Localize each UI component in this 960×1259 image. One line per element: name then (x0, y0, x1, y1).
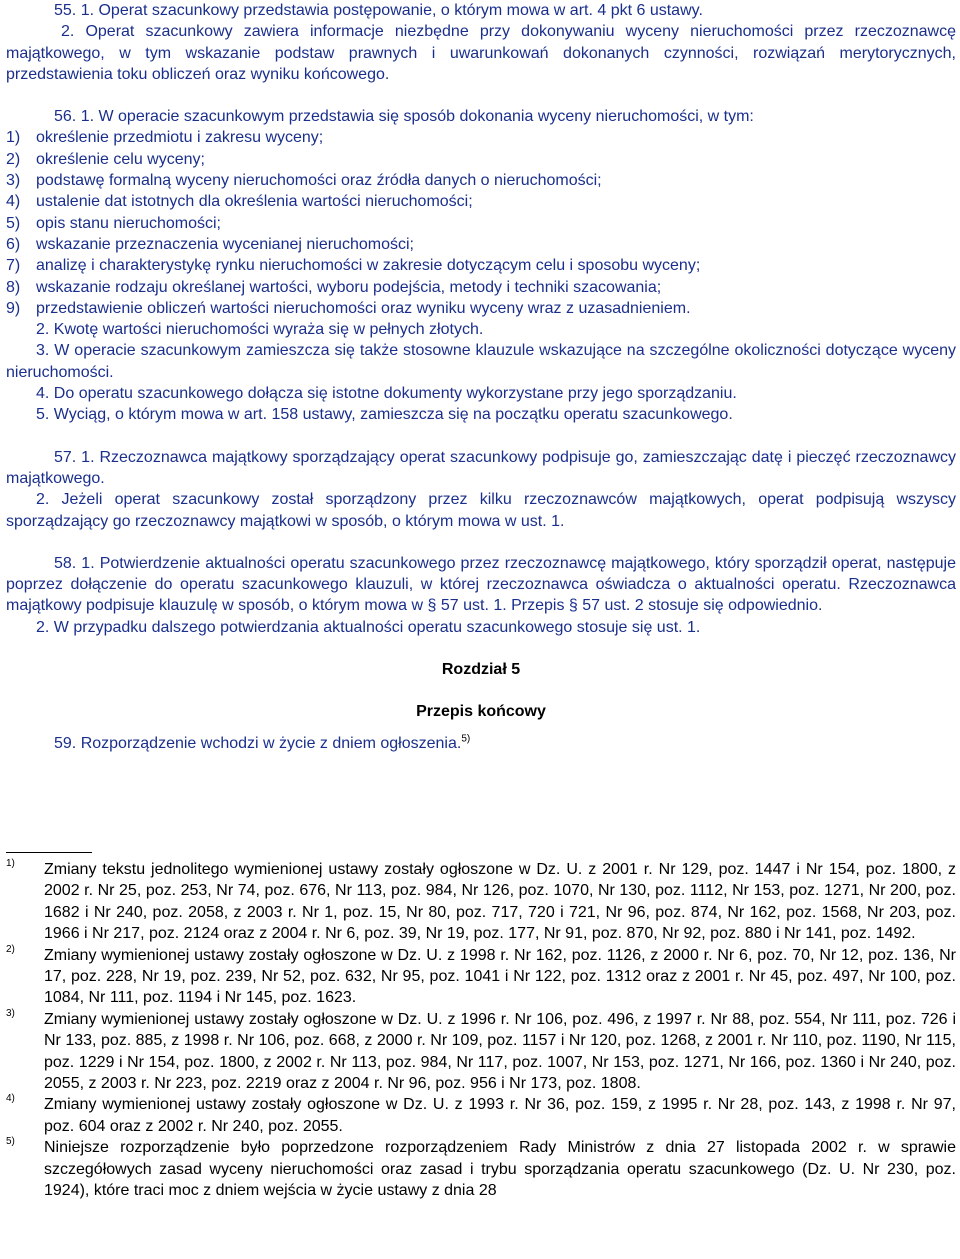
paragraph-56-3: 3. W operacie szacunkowym zamieszcza się także stosowne klauzule wskazujące na szczególne okoliczności dotyczące wyceny nieruchomości. (6, 342, 956, 381)
footnote-5 (6, 1137, 956, 1201)
footnote-1 (6, 859, 956, 945)
footnote-mark: 1) (6, 858, 15, 869)
paragraph-56-list (6, 127, 956, 319)
paragraph-57-1: 57. 1. Rzeczoznawca majątkowy sporządzający operat szacunkowy podpisuje go, zamieszczając datę i pieczęć rzeczoznawcy majątkowego. (6, 448, 956, 487)
footnote-text: Zmiany wymienionej ustawy zostały ogłoszone w Dz. U. z 1996 r. Nr 106, poz. 496, z 1997 r. Nr 88, poz. 554, Nr 111, poz. 726 i Nr 133, poz. 885, z 1998 r. Nr 106, poz. 668, z 2000 r. Nr 109, poz. 1157 i Nr 120, poz. 1268, z 2001 r. Nr 110, poz. 1190, Nr 115, poz. 1229 i Nr 154, poz. 1800, z 2002 r. Nr 113, poz. 984, Nr 117, poz. 1007, Nr 153, poz. 1271, Nr 166, poz. 1360 i Nr 240, poz. 2055, z 2003 r. Nr 223, poz. 2219 oraz z 2004 r. Nr 96, poz. 956 i Nr 173, poz. 1808. (44, 1010, 956, 1093)
footnote-mark: 4) (6, 1093, 15, 1105)
footnotes (6, 852, 956, 1202)
paragraph-58-2: 2. W przypadku dalszego potwierdzania aktualności operatu szacunkowego stosuje się ust. 1. (36, 618, 701, 636)
paragraph-55-1: 55. 1. Operat szacunkowy przedstawia postępowanie, o którym mowa w art. 4 pkt 6 ustawy. (54, 2, 703, 19)
footnote-separator (6, 852, 92, 853)
list-item: 9) przedstawienie obliczeń wartości nieruchomości oraz wyniku wyceny wraz z uzasadnieniem. (6, 299, 691, 317)
footnote-text: Zmiany wymienionej ustawy zostały ogłoszone w Dz. U. z 1993 r. Nr 36, poz. 159, z 1995 r. Nr 28, poz. 143, z 1998 r. Nr 97, poz. 604 oraz z 2002 r. Nr 240, poz. 2055. (44, 1096, 956, 1135)
paragraph-59 (6, 733, 956, 754)
list-item: 1) określenie przedmiotu i zakresu wyceny; (6, 129, 324, 147)
list-item: 8) wskazanie rodzaju określanej wartości, wyboru podejścia, metody i techniki szacowania; (6, 278, 662, 296)
list-item: 3) podstawę formalną wyceny nieruchomości oraz źródła danych o nieruchomości; (6, 172, 602, 190)
footnote-3 (6, 1009, 956, 1095)
chapter-title: Przepis końcowy (416, 703, 546, 721)
footnote-text: Niniejsze rozporządzenie było poprzedzone rozporządzeniem Rady Ministrów z dnia 27 listopada 2002 r. w sprawie szczegółowych zasad wyceny nieruchomości oraz zasad i trybu sporządzania operatu szacunkowego (Dz. U. Nr 230, poz. 1924), które traci moc z dniem wejścia w życie ustawy z dnia 28 (44, 1139, 956, 1200)
paragraph-56-1: 56. 1. W operacie szacunkowym przedstawia się sposób dokonania wyceny nieruchomości, w tym: (54, 108, 754, 126)
main-text (6, 0, 956, 754)
list-item: 5) opis stanu nieruchomości; (6, 214, 221, 232)
footnote-mark: 2) (6, 943, 15, 955)
paragraph-57-2: 2. Jeżeli operat szacunkowy został sporządzony przez kilku rzeczoznawców majątkowych, operat podpisują wszyscy sporządzający go rzeczoznawcy majątkowi w sposób, o którym mowa w ust. 1. (6, 491, 956, 530)
paragraph-58-1: 58. 1. Potwierdzenie aktualności operatu szacunkowego przez rzeczoznawcę majątkowego, który sporządził operat, następuje poprzez dołączenie do operatu szacunkowego klauzuli, w której rzeczoznawca oświadcza o aktualności operatu. Rzeczoznawca majątkowy podpisuje klauzulę w sposób, o którym mowa w § 57 ust. 1. Przepis § 57 ust. 2 stosuje się odpowiednio. (6, 554, 956, 615)
list-item: 6) wskazanie przeznaczenia wycenianej nieruchomości; (6, 235, 414, 253)
footnote-mark: 3) (6, 1007, 15, 1019)
footnote-ref-5[interactable]: 5) (461, 733, 471, 745)
footnote-text: Zmiany tekstu jednolitego wymienionej ustawy zostały ogłoszone w Dz. U. z 2001 r. Nr 129, poz. 1447 i Nr 154, poz. 1800, z 2002 r. Nr 25, poz. 253, Nr 74, poz. 676, Nr 113, poz. 984, Nr 126, poz. 1070, Nr 130, poz. 1112, Nr 153, poz. 1271, Nr 200, poz. 1682 i Nr 240, poz. 2058, z 2003 r. Nr 1, poz. 15, Nr 80, poz. 717, 720 i 721, Nr 96, poz. 874, Nr 162, poz. 1568, Nr 203, poz. 1966 i Nr 217, poz. 2124 oraz z 2004 r. Nr 6, poz. 39, Nr 19, poz. 177, Nr 91, poz. 870, Nr 92, poz. 880 i Nr 141, poz. 1492. (44, 861, 956, 943)
footnote-4 (6, 1094, 956, 1137)
footnote-2 (6, 945, 956, 1009)
paragraph-56-2: 2. Kwotę wartości nieruchomości wyraża się w pełnych złotych. (36, 321, 484, 339)
chapter-heading: Rozdział 5 (441, 661, 521, 679)
paragraph-55-2: 2. Operat szacunkowy zawiera informacje niezbędne przy dokonywaniu wyceny nieruchomości przez rzeczoznawcę majątkowego, w tym wskazanie podstaw prawnych i uwarunkowań dokonanych czynności, rozwiązań merytorycznych, przedstawienia toku obliczeń oraz wyniku końcowego. (6, 23, 956, 83)
list-item: 2) określenie celu wyceny; (6, 150, 205, 168)
paragraph-59-text: 59. Rozporządzenie wchodzi w życie z dniem ogłoszenia. (54, 734, 462, 752)
paragraph-56-5: 5. Wyciąg, o którym mowa w art. 158 ustawy, zamieszcza się na początku operatu szacunkowego. (36, 406, 733, 424)
footnote-mark: 5) (6, 1136, 15, 1148)
paragraph-56-4: 4. Do operatu szacunkowego dołącza się istotne dokumenty wykorzystane przy jego sporządzaniu. (36, 385, 737, 403)
list-item: 7) analizę i charakterystykę rynku nieruchomości w zakresie dotyczącym celu i sposobu wyceny; (6, 257, 701, 275)
footnote-text: Zmiany wymienionej ustawy zostały ogłoszone w Dz. U. z 1998 r. Nr 162, poz. 1126, z 2000 r. Nr 6, poz. 70, Nr 12, poz. 136, Nr 17, poz. 228, Nr 19, poz. 239, Nr 52, poz. 632, Nr 95, poz. 1041 i Nr 122, poz. 1312 oraz z 2001 r. Nr 45, poz. 497, Nr 100, poz. 1084, Nr 111, poz. 1194 i Nr 145, poz. 1623. (44, 946, 956, 1007)
list-item: 4) ustalenie dat istotnych dla określenia wartości nieruchomości; (6, 193, 473, 211)
